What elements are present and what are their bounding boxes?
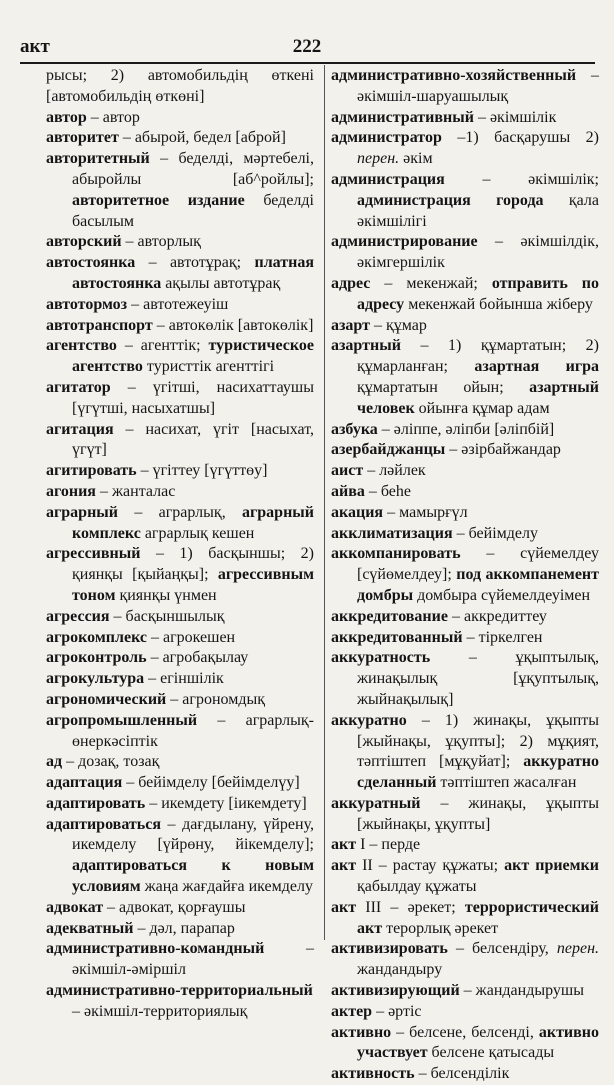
dictionary-entry: административный – әкімшілік — [331, 108, 557, 126]
page-number: 222 — [292, 36, 322, 57]
dictionary-entry: адаптироваться – дағдылану, үйрену, икемделу [үйрөну, йікемделу]; адаптироваться к новым условиям жаңа жағдайға икемделу — [46, 815, 314, 896]
dictionary-entry: аккуратность – ұқыптылық, жинақылық [ұқуптылық, жыйнақылық] — [331, 649, 599, 708]
dictionary-entry: агрономический – агрономдық — [46, 690, 265, 708]
dictionary-entry: агрокультура – егіншілік — [46, 670, 224, 688]
column-divider — [324, 65, 325, 940]
dictionary-entry: администратор –1) басқарушы 2) перен. әкім — [331, 129, 599, 168]
dictionary-entry: аккуратно – 1) жинақы, ұқыпты [жыйнақы, ұқупты]; 2) мұқият, тәптіштеп [мұқуйат]; аккуратно сделанный тәптіштеп жасалған — [331, 711, 599, 792]
dictionary-entry: авторитет – абырой, бедел [аброй] — [46, 129, 286, 147]
dictionary-entry: азбука – әліппе, әліпби [әліпбій] — [331, 420, 555, 438]
dictionary-entry: агроконтроль – агробақылау — [46, 649, 249, 667]
dictionary-entry: аккуратный – жинақы, ұқыпты [жыйнақы, ұқупты] — [331, 794, 599, 833]
dictionary-entry: административно-территориальный – әкімшіл-территориялық — [46, 982, 313, 1020]
dictionary-entry: аккредитование – аккредиттеу — [331, 607, 547, 625]
dictionary-entry: агропромышленный – аграрлық-өнеркәсіптік — [46, 711, 314, 750]
dictionary-entry: аграрный – аграрлық, аграрный комплекс аграрлық кешен — [46, 503, 314, 542]
dictionary-entry: адаптация – бейімделу [бейімделүу] — [46, 774, 300, 792]
dictionary-entry: административно-командный – әкімшіл-әміршіл — [46, 940, 314, 979]
dictionary-entry: автотранспорт – автокөлік [автокөлік] — [46, 316, 314, 334]
dictionary-entry: агрокомплекс – агрокешен — [46, 628, 236, 646]
dictionary-entry: административно-хозяйственный – әкімшіл-шаруашылық — [331, 67, 599, 105]
dictionary-entry: активность – белсенділік — [331, 1065, 510, 1083]
dictionary-entry: агония – жанталас — [46, 482, 176, 500]
dictionary-entry: акт I – перде — [331, 836, 421, 854]
dictionary-entry: адекватный – дәл, парапар — [46, 919, 235, 937]
dictionary-entry: активизировать – белсендіру, перен. жандандыру — [331, 940, 599, 979]
dictionary-entry: агрессия – басқыншылық — [46, 607, 225, 625]
left-column — [46, 66, 314, 1023]
dictionary-entry: аист – ләйлек — [331, 462, 426, 480]
right-column — [331, 66, 599, 1085]
dictionary-entry: агитация – насихат, үгіт [насыхат, үгүт] — [46, 420, 314, 459]
dictionary-entry: акт II – растау құжаты; акт приемки қабылдау құжаты — [331, 857, 599, 896]
dictionary-entry: актер – әртіс — [331, 1002, 422, 1020]
dictionary-entry: азарт – құмар — [331, 316, 427, 334]
dictionary-entry: ад – дозақ, тозақ — [46, 753, 160, 771]
dictionary-entry: активизирующий – жандандырушы — [331, 982, 584, 1000]
dictionary-entry: агрессивный – 1) басқыншы; 2) қиянқы [қыйаңқы]; агрессивным тоном қиянқы үнмен — [46, 545, 314, 604]
dictionary-entry: агентство – агенттік; туристическое агентство туристтік агенттігі — [46, 337, 314, 376]
dictionary-entry: аккредитованный – тіркелген — [331, 628, 543, 646]
dictionary-entry: авторитетный – беделді, мәртебелі, абыройлы [аб^ройлы]; авторитетное издание беделді басылым — [46, 150, 314, 230]
dictionary-entry: аккомпанировать – сүйемелдеу [сүйөмелдеу]; под аккомпанемент домбры домбыра сүйемелдеуімен — [331, 545, 599, 604]
dictionary-entry: адвокат – адвокат, қорғаушы — [46, 898, 246, 916]
dictionary-entry: акт III – әрекет; террористический акт терорлық әрекет — [331, 898, 599, 937]
dictionary-entry: акация – мамырғүл — [331, 503, 468, 521]
dictionary-entry: азартный – 1) құмартатын; 2) құмарланған; азартная игра құмартатын ойын; азартный человек ойынға құмар адам — [331, 337, 600, 417]
dictionary-entry: акклиматизация – бейімделу — [331, 524, 538, 542]
header-rule — [20, 62, 595, 64]
dictionary-entry: администрирование – әкімшілдік, әкімгершілік — [331, 233, 599, 272]
dictionary-entry: агитировать – үгіттеу [үгүттөу] — [46, 462, 268, 480]
dictionary-entry: авторский – авторлық — [46, 233, 201, 251]
dictionary-entry: айва – беһе — [331, 482, 411, 500]
page-header — [20, 36, 594, 62]
dictionary-entry: активно – белсене, белсенді, активно участвует белсене қатысады — [331, 1023, 599, 1062]
dictionary-entry: автотормоз – автотежеуіш — [46, 295, 229, 313]
dictionary-entry: азербайджанцы – әзірбайжандар — [331, 441, 561, 459]
dictionary-entry: рысы; 2) автомобильдің өткені [автомобильдің өткөні] — [46, 67, 314, 105]
dictionary-entry: адрес – мекенжай; отправить по адресу мекенжай бойынша жіберу — [331, 274, 599, 313]
dictionary-entry: автор – автор — [46, 108, 140, 126]
running-headword: акт — [20, 36, 50, 57]
dictionary-entry: адаптировать – икемдету [іикемдету] — [46, 794, 307, 812]
dictionary-entry: автостоянка – автотұрақ; платная автостоянка ақылы автотұрақ — [46, 254, 314, 292]
dictionary-entry: агитатор – үгітші, насихаттаушы [үгүтші, насыхатшы] — [46, 378, 314, 417]
dictionary-entry: администрация – әкімшілік; администрация города қала әкімшілігі — [331, 170, 599, 230]
